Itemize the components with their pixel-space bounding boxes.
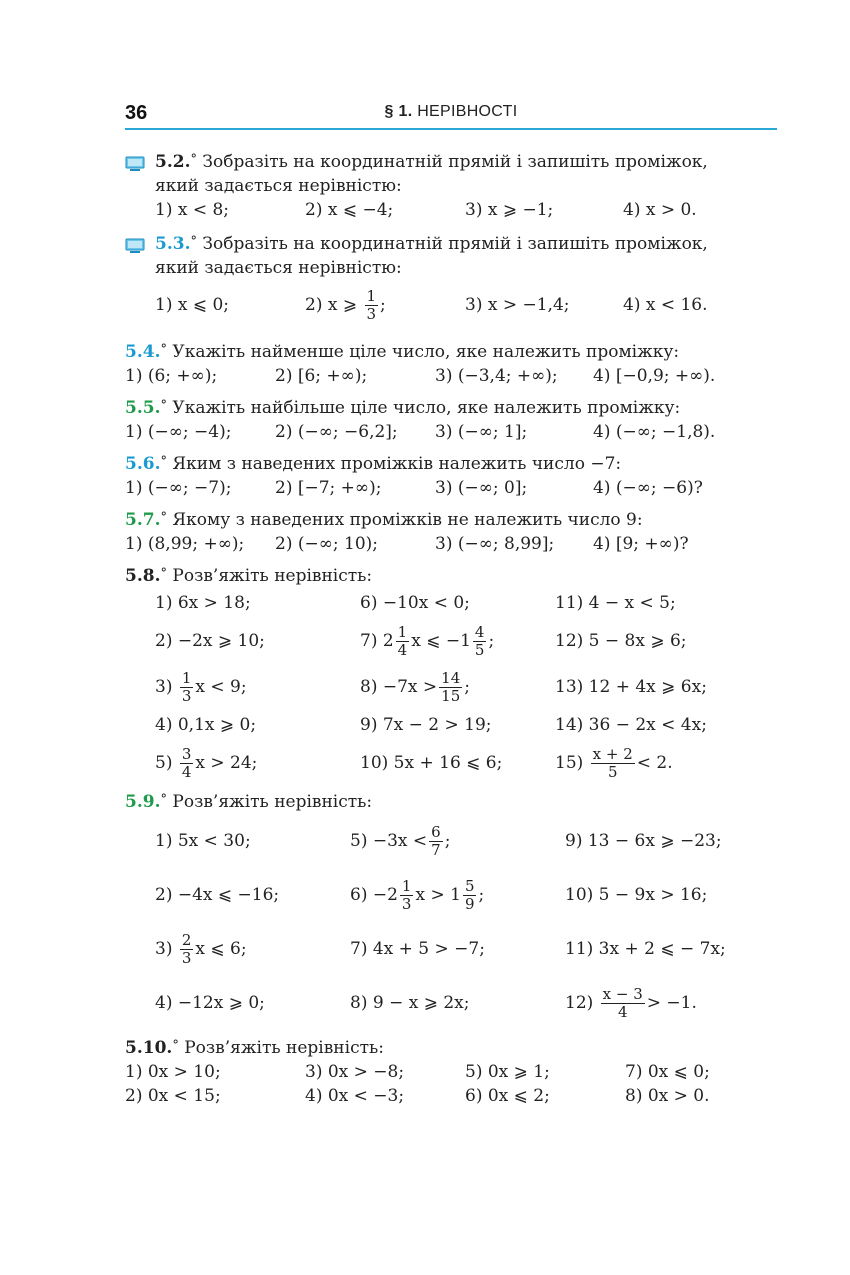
exercise-5-2-question (125, 150, 785, 174)
option: 4) [−0,9; +∞). (593, 366, 716, 386)
option: 1) (−∞; −7); (125, 478, 232, 498)
option-text: x > 24; (195, 753, 258, 773)
option: 3) (−∞; 1]; (435, 422, 528, 442)
option-text: ; (444, 831, 451, 851)
numerator: 1 (366, 286, 377, 305)
option (155, 740, 360, 786)
option: 3) (−3,4; +∞); (435, 366, 558, 386)
denominator: 5 (474, 640, 485, 659)
option: 9) 13 − 6x ⩾ −23; (565, 831, 722, 851)
option (155, 922, 350, 976)
section-title (125, 103, 777, 121)
degree-mark: ° (160, 792, 167, 807)
page-number: 36 (125, 102, 148, 124)
option: 6) 0x ⩽ 2; (465, 1086, 550, 1106)
option-text: x > 1 (415, 885, 461, 905)
section-symbol: § 1. (384, 103, 413, 120)
fraction (396, 624, 410, 659)
option: 1) 6x > 18; (155, 593, 251, 613)
denominator: 3 (366, 304, 377, 323)
option: 1) 5x < 30; (155, 831, 251, 851)
question-text: Розв’яжіть нерівність: (172, 566, 373, 586)
denominator: 4 (617, 1002, 628, 1021)
option: 3) 0x > −8; (305, 1062, 405, 1082)
page-header (125, 100, 777, 130)
numerator: 14 (441, 668, 461, 687)
computer-icon (125, 156, 145, 172)
numerator: 4 (474, 622, 485, 641)
option-text: 3) (155, 939, 173, 959)
answer-options (125, 364, 785, 388)
option: 12) 5 − 8x ⩾ 6; (555, 631, 687, 651)
answer-options (125, 198, 785, 222)
option: 2) (−∞; 10); (275, 534, 379, 554)
numerator: 6 (431, 822, 441, 841)
degree-mark: ° (190, 234, 197, 249)
option: 11) 4 − x < 5; (555, 593, 676, 613)
option: 1) x < 8; (155, 200, 230, 220)
question-text: Зобразіть на координатній прямій і запишіть проміжок, (202, 152, 708, 172)
degree-mark: ° (160, 566, 167, 581)
option: 6) −10x < 0; (360, 593, 470, 613)
option-text: 7) 2 (360, 631, 394, 651)
option-text: 6) −2 (350, 885, 398, 905)
fraction (463, 878, 477, 913)
exercise-5-4 (125, 340, 785, 388)
option-text: ; (478, 885, 485, 905)
option: 4) x < 16. (623, 295, 708, 315)
option (555, 740, 775, 786)
denominator: 4 (181, 762, 192, 781)
option-text: 3) (155, 677, 173, 697)
option: 4) 0,1x ⩾ 0; (155, 715, 257, 735)
option: 4) 0x < −3; (305, 1086, 405, 1106)
numerator: 1 (401, 876, 412, 895)
exercise-number: 5.4. (125, 342, 161, 362)
answer-options (125, 532, 785, 556)
option-text: 2) x ⩾ (305, 294, 358, 315)
numerator: 1 (181, 668, 192, 687)
exercise-number: 5.5. (125, 398, 161, 418)
exercise-5-10-question (125, 1036, 785, 1060)
exercise-5-8 (125, 564, 785, 786)
section-name: НЕРІВНОСТІ (417, 103, 518, 120)
option: 8) 0x > 0. (625, 1086, 710, 1106)
option: 4) −12x ⩾ 0; (155, 993, 265, 1013)
exercise-number: 5.6. (125, 454, 161, 474)
fraction (400, 878, 414, 913)
option-text: 12) (565, 993, 594, 1013)
exercise-5-9 (125, 790, 785, 1030)
numerator: x + 2 (592, 744, 633, 763)
option: 1) (−∞; −4); (125, 422, 232, 442)
option: 14) 36 − 2x < 4x; (555, 715, 707, 735)
exercise-number: 5.8. (125, 566, 161, 586)
fraction (365, 288, 379, 323)
exercise-number: 5.10. (125, 1038, 173, 1058)
option-text: x ⩽ 6; (195, 939, 247, 959)
option-text: ; (488, 631, 495, 651)
exercise-5-6-question (125, 452, 785, 476)
option: 10) 5x + 16 ⩽ 6; (360, 753, 503, 773)
exercise-5-9-question (125, 790, 785, 814)
option-text: x < 9; (195, 677, 247, 697)
exercise-5-3 (125, 232, 785, 330)
exercise-5-2 (125, 150, 785, 222)
exercise-5-3-question (125, 232, 785, 256)
denominator: 4 (397, 640, 408, 659)
exercise-number: 5.2. (155, 152, 191, 172)
exercise-5-10 (125, 1036, 785, 1108)
exercise-5-7 (125, 508, 785, 556)
option: 3) (−∞; 0]; (435, 478, 528, 498)
question-text: Укажіть найменше ціле число, яке належить проміжку: (172, 342, 680, 362)
degree-mark: ° (160, 342, 167, 357)
option (360, 664, 555, 710)
numerator: 5 (464, 876, 475, 895)
option: 1) (8,99; +∞); (125, 534, 245, 554)
option (360, 618, 555, 664)
fraction (429, 824, 443, 859)
option: 4) [9; +∞)? (593, 534, 689, 554)
question-text-cont: який задається нерівністю: (155, 176, 402, 196)
numerator: 1 (397, 622, 408, 641)
answer-options (125, 280, 785, 330)
option: 11) 3x + 2 ⩽ − 7x; (565, 939, 726, 959)
question-text: Зобразіть на координатній прямій і запишіть проміжок, (202, 234, 708, 254)
degree-mark: ° (160, 398, 167, 413)
option: 3) x > −1,4; (465, 295, 570, 315)
option: 3) x ⩾ −1; (465, 200, 554, 220)
option: 4) (−∞; −1,8). (593, 422, 716, 442)
option: 1) 0x > 10; (125, 1062, 221, 1082)
question-text: Якому з наведених проміжків не належить число 9: (172, 510, 643, 530)
option: 2) [6; +∞); (275, 366, 368, 386)
answer-options (125, 588, 785, 786)
option: 13) 12 + 4x ⩾ 6x; (555, 677, 707, 697)
exercise-number: 5.9. (125, 792, 161, 812)
option: 4) x > 0. (623, 200, 697, 220)
exercise-5-8-question (125, 564, 785, 588)
option: 2) −2x ⩾ 10; (155, 631, 265, 651)
question-text: Розв’яжіть нерівність: (184, 1038, 384, 1058)
fraction (180, 670, 194, 705)
question-text-cont: який задається нерівністю: (155, 258, 402, 278)
denominator: 3 (181, 686, 192, 705)
degree-mark: ° (190, 152, 197, 167)
fraction (180, 932, 194, 967)
option: 4) (−∞; −6)? (593, 478, 703, 498)
exercise-5-4-question (125, 340, 785, 364)
option-text: 15) (555, 753, 584, 773)
numerator: 2 (181, 930, 192, 949)
computer-icon (125, 238, 145, 254)
fraction (439, 670, 462, 705)
option (350, 814, 565, 868)
degree-mark: ° (172, 1038, 179, 1053)
option-text: ; (464, 677, 470, 697)
exercise-list (125, 150, 785, 1118)
fraction (601, 986, 645, 1021)
denominator: 7 (431, 840, 441, 859)
fraction (591, 746, 635, 781)
answer-options (125, 476, 785, 500)
option-text: 8) −7x > (360, 677, 438, 697)
option (350, 868, 565, 922)
option: 2) (−∞; −6,2]; (275, 422, 398, 442)
denominator: 3 (181, 948, 192, 967)
option: 2) −4x ⩽ −16; (155, 885, 280, 905)
option: 3) (−∞; 8,99]; (435, 534, 555, 554)
denominator: 3 (401, 894, 412, 913)
option (305, 288, 465, 323)
answer-options (125, 1060, 785, 1108)
question-text: Яким з наведених проміжків належить число −7: (172, 454, 622, 474)
option-text: > −1. (646, 993, 697, 1013)
answer-options (125, 814, 785, 1030)
option: 2) [−7; +∞); (275, 478, 382, 498)
fraction (473, 624, 487, 659)
answer-options (125, 420, 785, 444)
option: 7) 4x + 5 > −7; (350, 939, 485, 959)
option: 5) 0x ⩾ 1; (465, 1062, 550, 1082)
denominator: 5 (607, 762, 618, 781)
option: 1) x ⩽ 0; (155, 295, 230, 315)
exercise-number: 5.3. (155, 234, 191, 254)
exercise-5-5 (125, 396, 785, 444)
fraction (180, 746, 194, 781)
option-text: 5) −3x < (350, 831, 428, 851)
option: 7) 0x ⩽ 0; (625, 1062, 710, 1082)
degree-mark: ° (160, 510, 167, 525)
option: 1) (6; +∞); (125, 366, 218, 386)
question-text: Розв’яжіть нерівність: (172, 792, 373, 812)
exercise-number: 5.7. (125, 510, 161, 530)
option: 2) x ⩽ −4; (305, 200, 394, 220)
option: 2) 0x < 15; (125, 1086, 221, 1106)
numerator: 3 (181, 744, 192, 763)
option (565, 976, 775, 1030)
option-text: x ⩽ −1 (411, 631, 471, 651)
option: 9) 7x − 2 > 19; (360, 715, 492, 735)
option (155, 664, 360, 710)
option-text: < 2. (636, 753, 673, 773)
option-text: 5) (155, 753, 173, 773)
numerator: x − 3 (602, 984, 643, 1003)
option-text: ; (380, 294, 386, 315)
exercise-5-5-question (125, 396, 785, 420)
denominator: 9 (464, 894, 475, 913)
question-text: Укажіть найбільше ціле число, яке належить проміжку: (172, 398, 681, 418)
header-rule (125, 128, 777, 130)
option: 10) 5 − 9x > 16; (565, 885, 708, 905)
option: 8) 9 − x ⩾ 2x; (350, 993, 470, 1013)
exercise-5-6 (125, 452, 785, 500)
denominator: 15 (441, 686, 461, 705)
degree-mark: ° (160, 454, 167, 469)
exercise-5-7-question (125, 508, 785, 532)
